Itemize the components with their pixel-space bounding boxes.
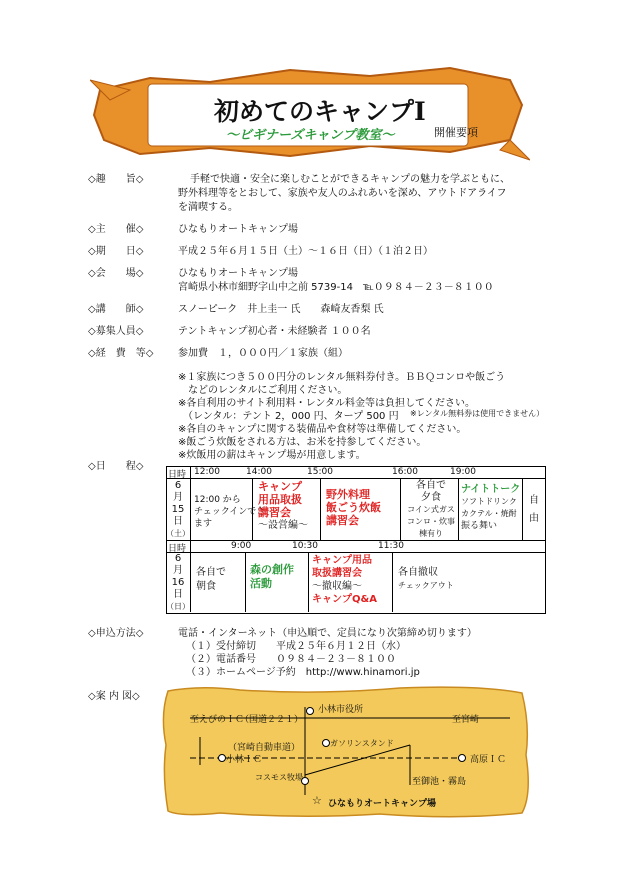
note-2: などのレンタルにご利用ください。 [178,385,348,396]
annai-label: ◇案 内 図◇ [88,691,140,702]
kaijo-value-2: 宮崎県小林市細野字山中之前 5739-14 ℡０９８４－２３－８１００ [178,282,494,293]
star-icon: ☆ [312,794,322,807]
map-gas: ガソリンスタンド [330,739,394,748]
day2-time-1: 9:00 [231,541,252,551]
day2-forest-craft: 森の創作 活動 [250,563,294,590]
day1-time-2: 14:00 [246,467,272,477]
note-small: ※レンタル無料券は使用できません） [410,409,545,418]
note-5: ※各自のキャンプに関する装備品や食材等は準備してください。 [178,424,467,435]
moushikomi-line-4: （３）ホームページ予約 http://www.hinamori.jp [186,667,420,678]
moushikomi-line-1: 電話・インターネット（申込順で、定員になり次第締め切ります） [178,628,477,639]
map-ikemikirishima: 至御池・霧島 [412,777,467,787]
koshi-label: ◇講 師◇ [88,304,144,315]
day2-date: 6 月 16 日 （日） [166,553,190,611]
day2-time-3: 11:30 [378,541,404,551]
kikan-label: ◇期 日◇ [88,246,144,257]
shushi-line-1: 手軽で快適・安全に楽しむことができるキャンプの魅力を学ぶともに、 [190,174,510,185]
map-kokudo: （国道２２１） [240,715,304,725]
day1-camp-lecture: キャンプ 用品取扱 講習会 ～設営編～ [258,480,308,531]
shusai-label: ◇主 催◇ [88,224,144,235]
day2-time-2: 10:30 [292,541,318,551]
day2-breakfast: 各自で 朝食 [196,567,226,592]
koshi-value: スノーピーク 井上圭一 氏 森崎友香梨 氏 [178,304,384,315]
note-1: ※１家族につき５００円分のレンタル無料券付き。ＢＢＱコンロや飯ごう [178,372,506,383]
kaijo-label: ◇会 場◇ [88,268,144,279]
day1-header: 日時 [168,470,187,480]
nittei-label: ◇日 程◇ [88,461,144,472]
map-ebino: 至えびのＩＣ [190,715,245,725]
day1-time-1: 12:00 [194,467,220,477]
map-expressway: （宮崎自動車道） [228,743,301,753]
note-7: ※炊飯用の薪はキャンプ場が用意します。 [178,450,366,461]
day1-free: 自 由 [529,495,539,524]
day1-time-3: 15:00 [307,467,333,477]
shushi-line-2: 野外料理等をとおして、家族や友人のふれあいを深め、アウトドアライフ [178,188,507,199]
shusai-value: ひなもりオートキャンプ場 [178,224,298,235]
kikan-value: 平成２５年６月１５日（土）～１６日（日）（１泊２日） [178,246,433,257]
day2-checkout: 各自撤収 チェックアウト [398,567,454,590]
moushikomi-line-2: （１）受付締切 平成２５年６月１２日（水） [186,641,406,652]
map-cosmos: コスモス牧場 [255,773,303,782]
kaisai-label: 開催要項 [434,126,478,139]
page-title: 初めてのキャンプⅠ [214,97,426,126]
note-4: （レンタル：テント 2，000 円、タープ 500 円 [178,411,399,422]
keihi-value: 参加費 １，０００円／１家族（組） [178,348,348,359]
note-3: ※各自利用のサイト利用料・レンタル料金等は負担してください。 [178,398,476,409]
day1-night-talk: ナイトトーク ソフトドリンク カクテル・焼酎 振る舞い [461,484,521,531]
moushikomi-line-3: （２）電話番号 ０９８４－２３－８１００ [186,654,396,665]
day2-header: 日時 [168,544,187,554]
day1-time-5: 19:00 [450,467,476,477]
map-camp: ひなもりオートキャンプ場 [328,799,437,809]
map-takahara-ic: 高原ＩＣ [470,755,507,765]
shushi-label: ◇趣 旨◇ [88,174,144,185]
note-6: ※飯ごう炊飯をされる方は、お米を持参してください。 [178,437,427,448]
shushi-line-3: を満喫する。 [178,202,238,213]
map-miyazaki: 至宮崎 [452,715,480,725]
day1-cooking-lecture: 野外料理 飯ごう炊飯 講習会 [326,488,381,527]
moushikomi-label: ◇申込方法◇ [88,628,144,639]
boshu-value: テントキャンプ初心者・未経験者 １００名 [178,326,371,337]
map-kobayashi-ic: 小林ＩＣ [226,755,263,765]
day1-date: 6 月 15 日 （土） [166,480,190,538]
keihi-label: ◇経 費 等◇ [88,348,154,359]
day1-dinner: 各自で 夕食 コイン式ガス コンロ・炊事 棟有り [407,480,455,538]
day1-checkin: 12:00 から チェックインでき ます [194,495,266,529]
day2-teardown-lecture: キャンプ用品 取扱講習会 ～撤収編～ キャンプQ&A [312,555,377,605]
boshu-label: ◇募集人員◇ [88,326,144,337]
day1-time-4: 16:00 [392,467,418,477]
map-shiyakusho: 小林市役所 [318,705,364,715]
kaijo-value-1: ひなもりオートキャンプ場 [178,268,298,279]
page-subtitle: ～ビギナーズキャンプ教室～ [226,128,395,143]
